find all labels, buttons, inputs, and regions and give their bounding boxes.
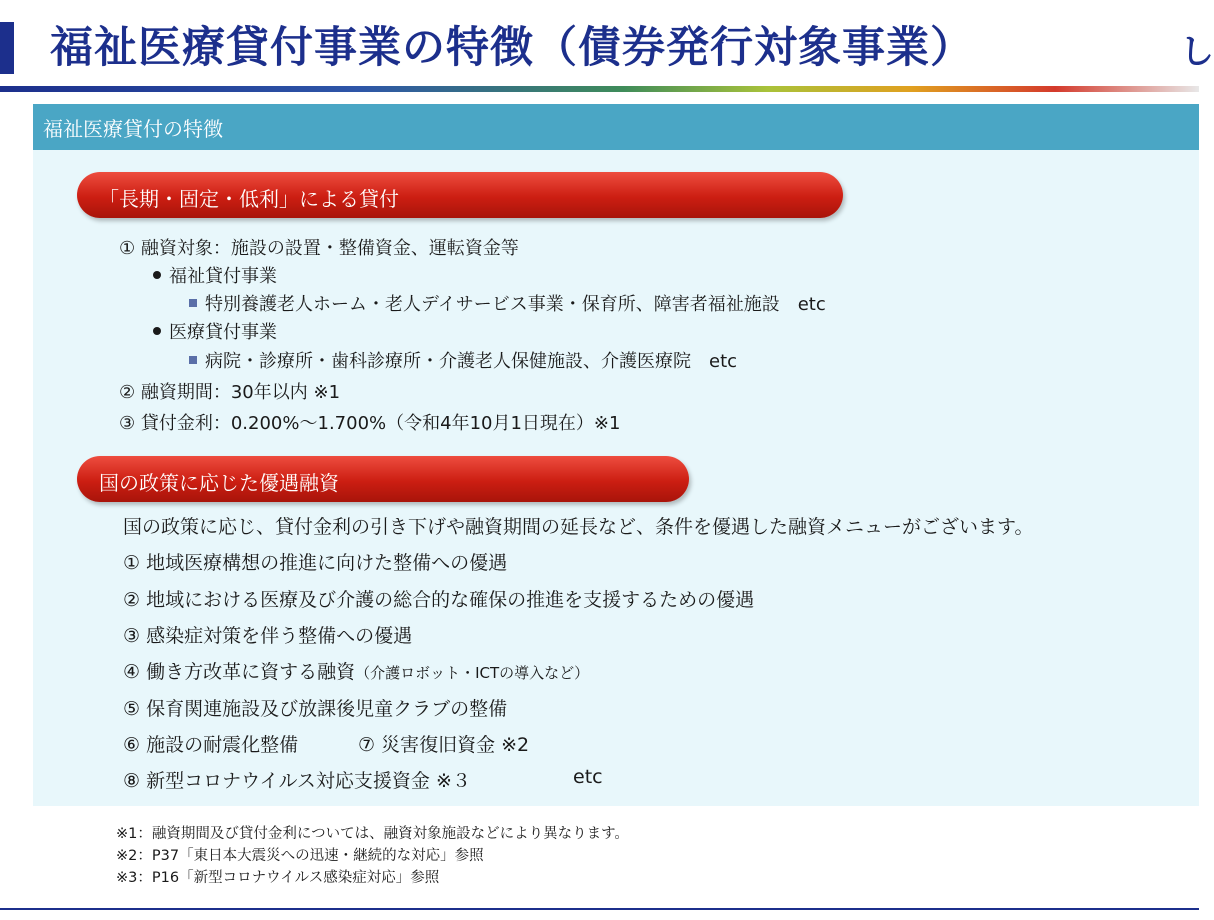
medical-detail: 病院・診療所・歯科診療所・介護老人保健施設、介護医療院 etc — [205, 351, 738, 372]
title-marker — [0, 22, 14, 74]
bottom-rule — [0, 908, 1199, 910]
section1-item2: ② 融資期間：30年以内 ※1 — [119, 382, 341, 403]
square-bullet-icon — [189, 299, 197, 307]
section2-item4 — [123, 657, 589, 684]
section1-item3: ③ 貸付金利：0.200%～1.700%（令和4年10月1日現在）※1 — [119, 413, 621, 434]
title-rule — [0, 86, 1199, 92]
section2-pill-label: 国の政策に応じた優遇融資 — [99, 471, 339, 495]
section2-item3: ③ 感染症対策を伴う整備への優遇 — [123, 625, 413, 647]
item4-main: ④ 働き方改革に資する融資 — [123, 661, 356, 683]
welfare-row — [153, 262, 277, 288]
medical-row — [153, 318, 277, 344]
section2-item8: ⑧ 新型コロナウイルス対応支援資金 ※３ — [123, 770, 471, 792]
section2-pill — [77, 456, 689, 502]
section2-item5: ⑤ 保育関連施設及び放課後児童クラブの整備 — [123, 698, 508, 720]
footnote-3: ※3：P16「新型コロナウイルス感染症対応」参照 — [116, 870, 440, 886]
panel-header — [33, 104, 1199, 150]
section2-intro: 国の政策に応じ、貸付金利の引き下げや融資期間の延長など、条件を優遇した融資メニューがございます。 — [123, 516, 1034, 538]
item4-note: （介護ロボット・ICTの導入など） — [355, 664, 590, 682]
section2-item7: ⑦ 災害復旧資金 ※2 — [358, 734, 530, 756]
section2-item8-etc: etc — [573, 766, 603, 788]
panel-heading: 福祉医療貸付の特徴 — [43, 117, 223, 141]
bullet-icon — [153, 327, 161, 335]
square-bullet-icon — [189, 356, 197, 364]
logo-mark: し — [1180, 32, 1214, 72]
footnote-1: ※1：融資期間及び貸付金利については、融資対象施設などにより異なります。 — [116, 826, 629, 842]
bullet-icon — [153, 271, 161, 279]
welfare-label: 福祉貸付事業 — [169, 266, 277, 287]
page-title: 福祉医療貸付事業の特徴（債券発行対象事業） — [50, 23, 974, 73]
content-panel — [33, 104, 1199, 806]
footnote-2: ※2：P37「東日本大震災への迅速・継続的な対応」参照 — [116, 848, 484, 864]
section2-item1: ① 地域医療構想の推進に向けた整備への優遇 — [123, 552, 508, 574]
section1-pill — [77, 172, 843, 218]
medical-detail-row — [189, 347, 737, 373]
medical-label: 医療貸付事業 — [169, 322, 277, 343]
welfare-detail: 特別養護老人ホーム・老人デイサービス事業・保育所、障害者福祉施設 etc — [205, 294, 826, 315]
section2-item2: ② 地域における医療及び介護の総合的な確保の推進を支援するための優遇 — [123, 589, 755, 611]
welfare-detail-row — [189, 290, 826, 316]
section1-item1: ① 融資対象：施設の設置・整備資金、運転資金等 — [119, 238, 519, 259]
section2-item6: ⑥ 施設の耐震化整備 — [123, 734, 299, 756]
section1-pill-label: 「長期・固定・低利」による貸付 — [99, 187, 399, 211]
